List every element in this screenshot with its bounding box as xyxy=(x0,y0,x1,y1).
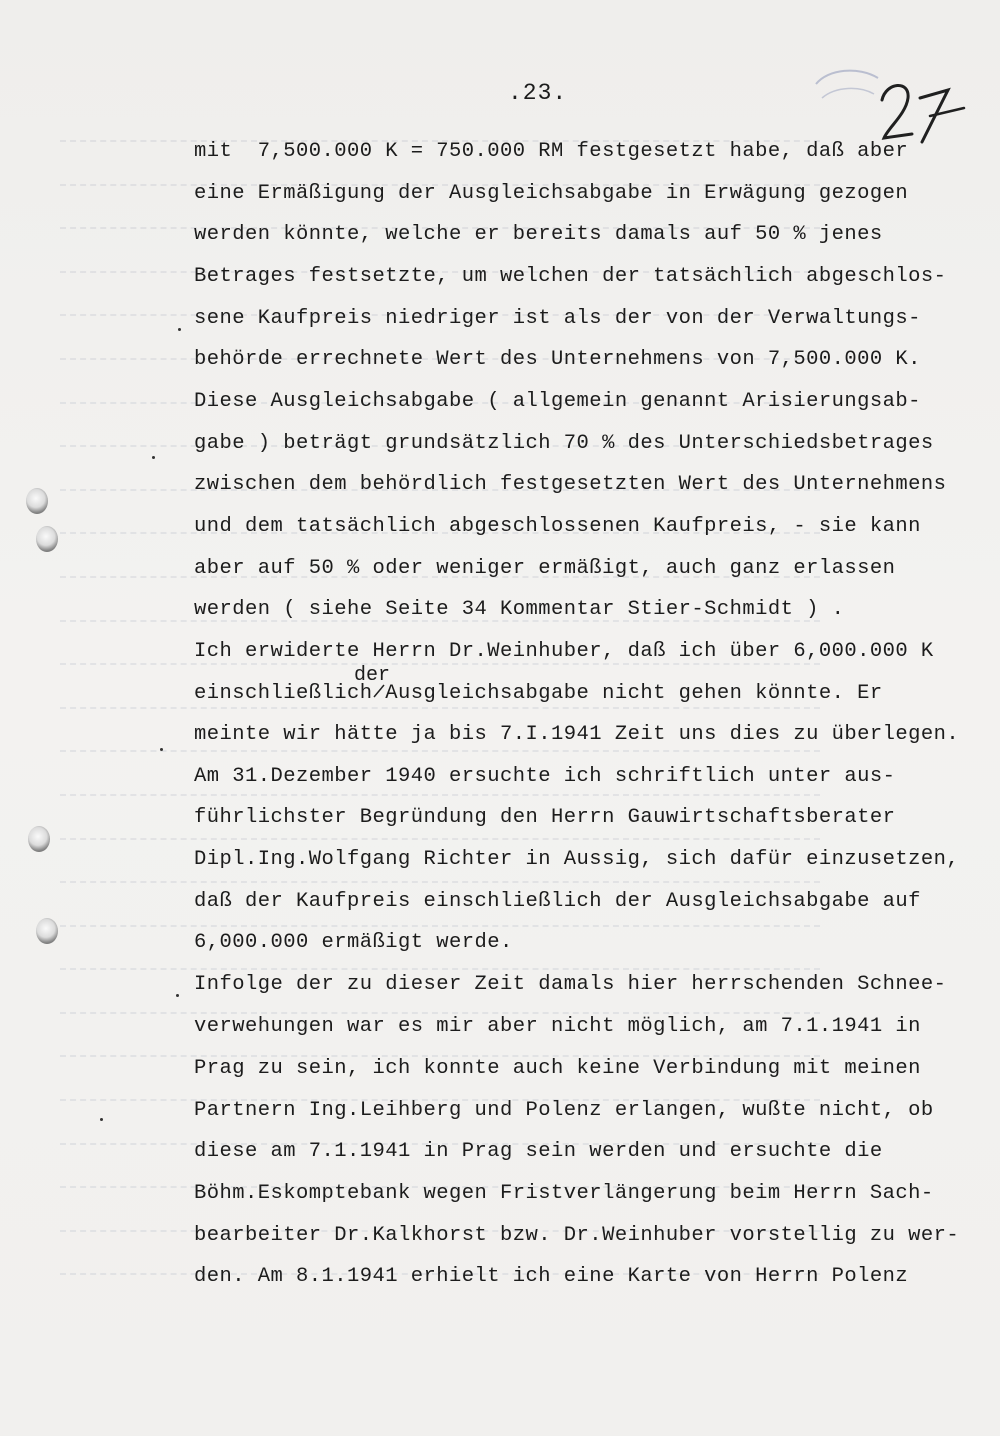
margin-dot xyxy=(152,456,155,459)
punch-hole xyxy=(36,526,58,552)
text-line: werden ( siehe Seite 34 Kommentar Stier-Schmidt ) . xyxy=(194,598,845,621)
text-line: den. Am 8.1.1941 erhielt ich eine Karte von Herrn Polenz xyxy=(194,1265,909,1288)
punch-hole xyxy=(26,488,48,514)
text-line: bearbeiter Dr.Kalkhorst bzw. Dr.Weinhuber vorstellig zu wer- xyxy=(194,1224,960,1247)
text-line: mit 7,500.000 K = 750.000 RM festgesetzt habe, daß aber xyxy=(194,140,909,163)
text-line: behörde errechnete Wert des Unternehmens von 7,500.000 K. xyxy=(194,348,921,371)
text-line: sene Kaufpreis niedriger ist als der von der Verwaltungs- xyxy=(194,307,921,330)
text-line: Prag zu sein, ich konnte auch keine Verbindung mit meinen xyxy=(194,1057,921,1080)
margin-dot xyxy=(100,1118,103,1121)
punch-hole xyxy=(28,826,50,852)
text-line: Partnern Ing.Leihberg und Polenz erlangen, wußte nicht, ob xyxy=(194,1099,934,1122)
text-line: gabe ) beträgt grundsätzlich 70 % des Unterschiedsbetrages xyxy=(194,432,934,455)
text-line: eine Ermäßigung der Ausgleichsabgabe in Erwägung gezogen xyxy=(194,182,909,205)
punch-hole xyxy=(36,918,58,944)
text-line: 6,000.000 ermäßigt werde. xyxy=(194,931,513,954)
margin-dot xyxy=(178,328,181,331)
text-line: daß der Kaufpreis einschließlich der Ausgleichsabgabe auf xyxy=(194,890,921,913)
text-line: Infolge der zu dieser Zeit damals hier herrschenden Schnee- xyxy=(194,973,947,996)
margin-dot xyxy=(160,748,163,751)
text-line: Diese Ausgleichsabgabe ( allgemein genannt Arisierungsab- xyxy=(194,390,921,413)
text-line: Böhm.Eskomptebank wegen Fristverlängerung beim Herrn Sach- xyxy=(194,1182,934,1205)
handwritten-folio-number xyxy=(872,70,972,150)
text-line: und dem tatsächlich abgeschlossenen Kaufpreis, - sie kann xyxy=(194,515,921,538)
text-line: zwischen dem behördlich festgesetzten Wert des Unternehmens xyxy=(194,473,947,496)
text-line: verwehungen war es mir aber nicht möglich, am 7.1.1941 in xyxy=(194,1015,921,1038)
interlinear-insertion: der xyxy=(354,664,391,687)
text-line: einschließlich Ausgleichsabgabe nicht gehen könnte. Er xyxy=(194,682,883,705)
text-line: führlichster Begründung den Herrn Gauwirtschaftsberater xyxy=(194,806,896,829)
page-number: .23. xyxy=(508,80,568,106)
text-line: werden könnte, welche er bereits damals auf 50 % jenes xyxy=(194,223,883,246)
margin-dot xyxy=(176,994,179,997)
text-line: Am 31.Dezember 1940 ersuchte ich schriftlich unter aus- xyxy=(194,765,896,788)
text-line: meinte wir hätte ja bis 7.I.1941 Zeit uns dies zu überlegen. xyxy=(194,723,960,746)
text-line: diese am 7.1.1941 in Prag sein werden und ersuchte die xyxy=(194,1140,883,1163)
text-line: aber auf 50 % oder weniger ermäßigt, auch ganz erlassen xyxy=(194,557,896,580)
text-line: Dipl.Ing.Wolfgang Richter in Aussig, sich dafür einzusetzen, xyxy=(194,848,960,871)
text-line: Betrages festsetzte, um welchen der tatsächlich abgeschlos- xyxy=(194,265,947,288)
text-line: Ich erwiderte Herrn Dr.Weinhuber, daß ich über 6,000.000 K xyxy=(194,640,934,663)
